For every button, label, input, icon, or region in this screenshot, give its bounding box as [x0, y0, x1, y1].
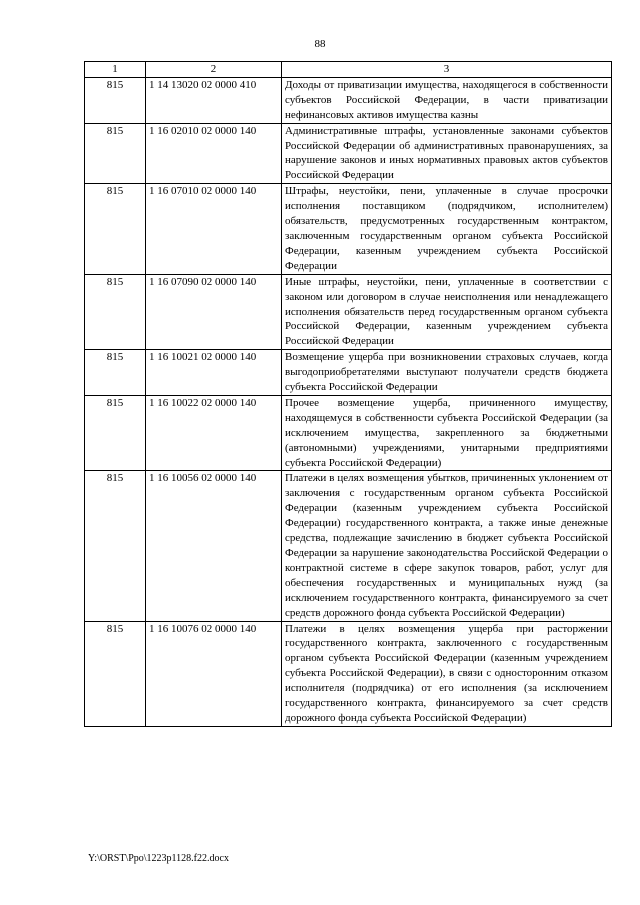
description-cell: Платежи в целях возмещения убытков, причиненных уклонением от заключения с государственным органом субъекта Российской Федерации (казенным учреждением субъекта Российской Федерации) государственного контракта, а также иные денежные средства, подлежащие зачислению в бюджет субъекта Российской Федерации за нарушение законодательства Российской Федерации о контрактной системе в сфере закупок товаров, работ, услуг для обеспечения государственных и муниципальных нужд (за исключением государственного контракта, финансируемого за счет средств дорожного фонда субъекта Российской Федерации)	[282, 471, 612, 621]
budget-code-cell: 1 16 10022 02 0000 140	[146, 395, 282, 471]
table-row	[85, 123, 612, 184]
table-row	[85, 621, 612, 726]
column-header-1: 1	[85, 62, 146, 78]
description-cell: Прочее возмещение ущерба, причиненного имуществу, находящемуся в собственности субъекта Российской Федерации (за исключением имущества, закрепленного за бюджетными (автономными) учреждениями, унитарными предприятиями субъекта Российской Федерации)	[282, 395, 612, 471]
description-cell: Возмещение ущерба при возникновении страховых случаев, когда выгодоприобретателями выступают получатели средств бюджета субъекта Российской Федерации	[282, 350, 612, 396]
description-cell: Платежи в целях возмещения ущерба при расторжении государственного контракта, заключенного с государственным органом субъекта Российской Федерации (казенным учреждением субъекта Российской Федерации), в связи с односторонним отказом исполнителя (подрядчика) от его исполнения (за исключением государственного контракта, финансируемого за счет средств дорожного фонда субъекта Российской Федерации)	[282, 621, 612, 726]
budget-code-cell: 1 16 10021 02 0000 140	[146, 350, 282, 396]
admin-code-cell: 815	[85, 274, 146, 350]
table-row	[85, 77, 612, 123]
budget-code-cell: 1 16 07090 02 0000 140	[146, 274, 282, 350]
table-row	[85, 274, 612, 350]
admin-code-cell: 815	[85, 395, 146, 471]
admin-code-cell: 815	[85, 77, 146, 123]
budget-code-cell: 1 14 13020 02 0000 410	[146, 77, 282, 123]
table-row	[85, 350, 612, 396]
description-cell: Иные штрафы, неустойки, пени, уплаченные в соответствии с законом или договором в случае неисполнения или ненадлежащего исполнения обязательств перед государственным органом субъекта Российской Федерации, казенным учреждением субъекта Российской Федерации	[282, 274, 612, 350]
admin-code-cell: 815	[85, 471, 146, 621]
table-row	[85, 395, 612, 471]
budget-code-cell: 1 16 10056 02 0000 140	[146, 471, 282, 621]
description-cell: Доходы от приватизации имущества, находящегося в собственности субъектов Российской Федерации, в части приватизации нефинансовых активов имущества казны	[282, 77, 612, 123]
description-cell: Административные штрафы, установленные законами субъектов Российской Федерации об административных правонарушениях, за нарушение законов и иных нормативных правовых актов субъектов Российской Федерации	[282, 123, 612, 184]
admin-code-cell: 815	[85, 123, 146, 184]
column-header-2: 2	[146, 62, 282, 78]
admin-code-cell: 815	[85, 184, 146, 274]
admin-code-cell: 815	[85, 621, 146, 726]
budget-code-cell: 1 16 02010 02 0000 140	[146, 123, 282, 184]
page-number: 88	[314, 38, 326, 50]
table-header-row	[85, 62, 612, 78]
description-cell: Штрафы, неустойки, пени, уплаченные в случае просрочки исполнения поставщиком (подрядчиком, исполнителем) обязательств, предусмотренных государственным контрактом, заключенным государственным органом субъекта Российской Федерации, казенным учреждением субъекта Российской Федерации	[282, 184, 612, 274]
budget-code-cell: 1 16 10076 02 0000 140	[146, 621, 282, 726]
table-row	[85, 471, 612, 621]
file-path-footer: Y:\ORST\Ppo\1223p1128.f22.docx	[88, 853, 229, 864]
budget-code-cell: 1 16 07010 02 0000 140	[146, 184, 282, 274]
admin-code-cell: 815	[85, 350, 146, 396]
column-header-3: 3	[282, 62, 612, 78]
table-row	[85, 184, 612, 274]
revenue-codes-table	[84, 61, 612, 727]
